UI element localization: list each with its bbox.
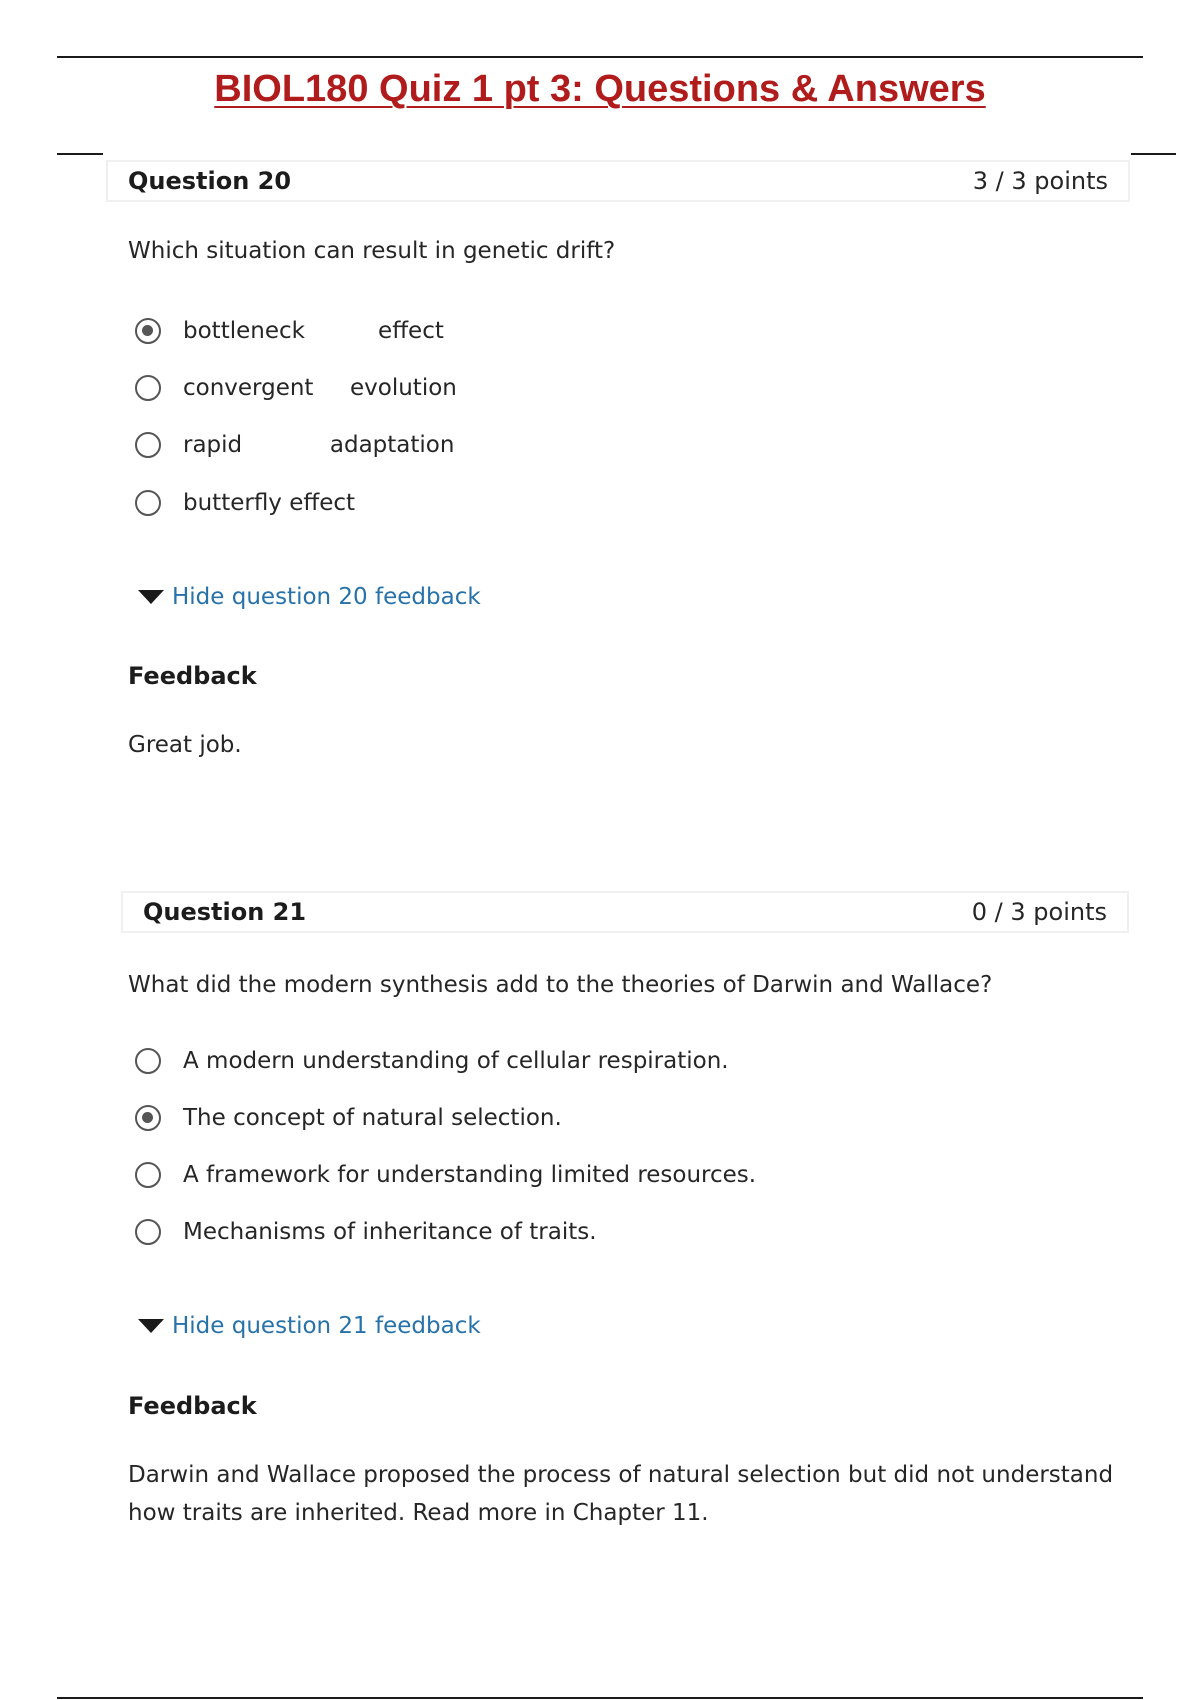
document-title: BIOL180 Quiz 1 pt 3: Questions & Answers (214, 68, 986, 110)
question-prompt: Which situation can result in genetic drift? (128, 238, 616, 264)
option-label: convergent evolution (183, 375, 457, 401)
option-label: The concept of natural selection. (183, 1105, 562, 1131)
hide-feedback-link[interactable] (138, 580, 481, 614)
question-prompt: What did the modern synthesis add to the theories of Darwin and Wallace? (128, 972, 993, 998)
radio-selected-icon[interactable] (135, 1105, 161, 1131)
answer-option[interactable] (135, 314, 444, 348)
radio-icon[interactable] (135, 1219, 161, 1245)
option-label: butterfly effect (183, 490, 356, 516)
question-number: Question 20 (128, 167, 292, 195)
top-rule (57, 56, 1143, 58)
question-points: 0 / 3 points (971, 898, 1107, 926)
answer-option[interactable] (135, 371, 457, 405)
radio-icon[interactable] (135, 375, 161, 401)
option-label: Mechanisms of inheritance of traits. (183, 1219, 597, 1245)
answer-option[interactable] (135, 1101, 562, 1135)
option-label: A modern understanding of cellular respiration. (183, 1048, 729, 1074)
answer-option[interactable] (135, 1158, 756, 1192)
radio-selected-icon[interactable] (135, 318, 161, 344)
question-header (106, 160, 1130, 202)
title-rule-left (57, 153, 103, 155)
radio-icon[interactable] (135, 490, 161, 516)
option-label: A framework for understanding limited resources. (183, 1162, 757, 1188)
answer-option[interactable] (135, 1215, 597, 1249)
feedback-text: Darwin and Wallace proposed the process of natural selection but did not understand how traits are inherited. Read more in Chapter 11. (128, 1462, 1114, 1526)
radio-icon[interactable] (135, 1048, 161, 1074)
answer-option[interactable] (135, 1044, 729, 1078)
radio-icon[interactable] (135, 1162, 161, 1188)
option-label: rapid adaptation (183, 432, 455, 458)
question-header (121, 891, 1129, 933)
option-label: bottleneck effect (183, 318, 444, 344)
feedback-text: Great job. (128, 732, 242, 758)
answer-option[interactable] (135, 428, 454, 462)
caret-down-icon (138, 1319, 164, 1333)
caret-down-icon (138, 590, 164, 604)
answer-option[interactable] (135, 486, 355, 520)
radio-icon[interactable] (135, 432, 161, 458)
bottom-rule (57, 1697, 1143, 1699)
feedback-heading: Feedback (128, 1392, 257, 1420)
hide-feedback-label: Hide question 20 feedback (172, 584, 481, 610)
question-points: 3 / 3 points (972, 167, 1108, 195)
hide-feedback-label: Hide question 21 feedback (172, 1313, 481, 1339)
title-rule-right (1131, 153, 1176, 155)
question-number: Question 21 (143, 898, 307, 926)
hide-feedback-link[interactable] (138, 1309, 481, 1343)
feedback-heading: Feedback (128, 662, 257, 690)
